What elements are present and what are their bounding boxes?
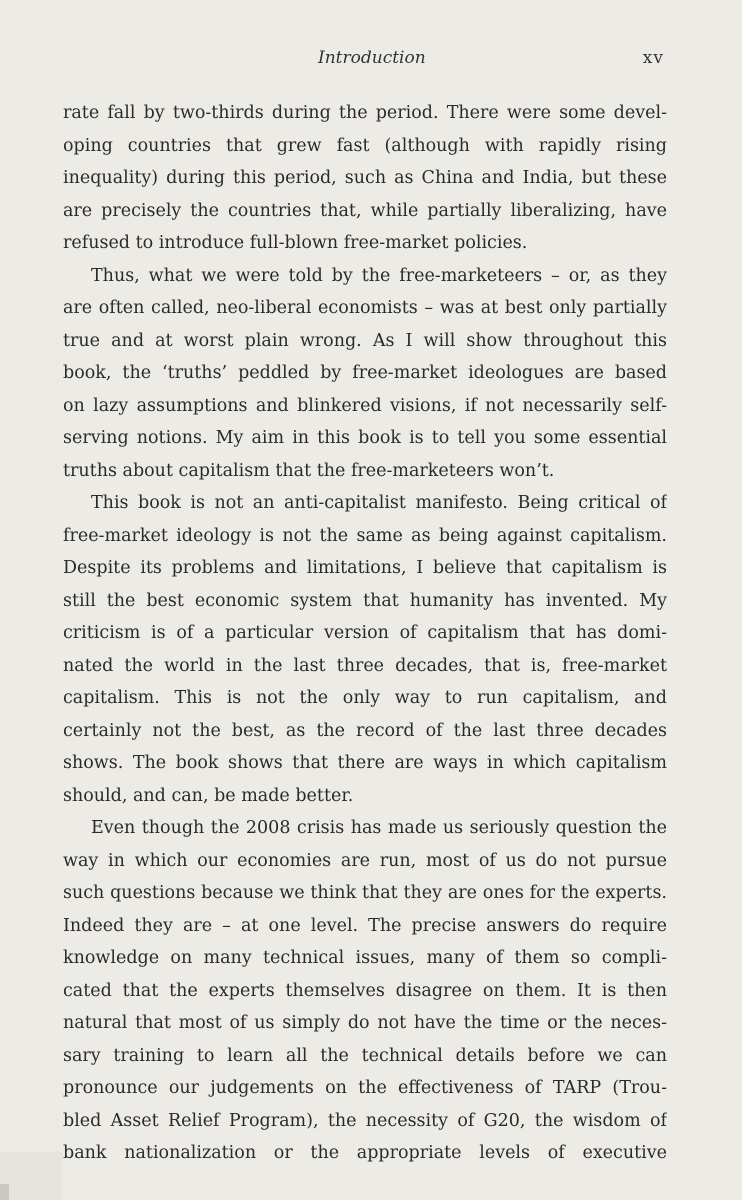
text-line: Thus, what we were told by the free-marketeers – or, as they — [91, 265, 667, 286]
text-line: Despite its problems and limitations, I believe that capitalism is — [63, 558, 667, 578]
text-line: criticism is of a particular version of capitalism that has domi- — [63, 623, 667, 643]
text-line: such questions because we think that they are ones for the experts. — [63, 883, 667, 903]
text-line: free-market ideology is not the same as being against capitalism. — [63, 525, 667, 546]
text-line: way in which our economies are run, most of us do not pursue — [63, 850, 667, 871]
text-line: true and at worst plain wrong. As I will show throughout this — [63, 330, 667, 351]
text-line: on lazy assumptions and blinkered visions, if not necessarily self- — [63, 395, 667, 416]
text-line: bank nationalization or the appropriate levels of executive — [63, 1143, 667, 1163]
text-line: shows. The book shows that there are ways in which capitalism — [63, 753, 667, 773]
text-line: Even though the 2008 crisis has made us seriously question the — [91, 818, 667, 838]
text-line: This book is not an anti-capitalist manifesto. Being critical of — [91, 493, 667, 513]
text-line: book, the ‘truths’ peddled by free-market ideologues are based — [63, 363, 667, 383]
text-line: still the best economic system that humanity has invented. My — [63, 590, 667, 611]
text-line: inequality) during this period, such as China and India, but these — [63, 168, 667, 188]
text-line: Indeed they are – at one level. The precise answers do require — [63, 915, 667, 936]
text-line: certainly not the best, as the record of the last three decades — [63, 720, 667, 741]
text-line: cated that the experts themselves disagree on them. It is then — [63, 980, 667, 1001]
page-corner-shadow — [0, 1152, 62, 1200]
text-line: nated the world in the last three decades, that is, free-market — [63, 655, 667, 676]
text-line: sary training to learn all the technical details before we can — [63, 1045, 667, 1066]
text-line: rate fall by two-thirds during the period. There were some devel- — [63, 103, 667, 123]
text-line: are often called, neo-liberal economists – was at best only partially — [63, 298, 667, 318]
text-line: pronounce our judgements on the effectiveness of TARP (Trou- — [63, 1078, 667, 1098]
text-line: natural that most of us simply do not have the time or the neces- — [63, 1013, 667, 1033]
text-line: should, and can, be made better. — [63, 785, 354, 806]
running-title: Introduction — [318, 48, 426, 68]
page-number: xv — [642, 48, 664, 68]
text-line: bled Asset Relief Program), the necessity of G20, the wisdom of — [63, 1110, 667, 1131]
text-line: serving notions. My aim in this book is to tell you some essential — [63, 428, 667, 448]
text-line: refused to introduce full-blown free-market policies. — [63, 233, 528, 253]
text-line: knowledge on many technical issues, many of them so compli- — [63, 948, 667, 968]
text-line: truths about capitalism that the free-marketeers won’t. — [63, 460, 555, 481]
body-text — [63, 97, 667, 1170]
text-line: oping countries that grew fast (although with rapidly rising — [63, 135, 667, 156]
text-line: capitalism. This is not the only way to run capitalism, and — [63, 688, 667, 708]
text-line: are precisely the countries that, while partially liberalizing, have — [63, 200, 667, 221]
